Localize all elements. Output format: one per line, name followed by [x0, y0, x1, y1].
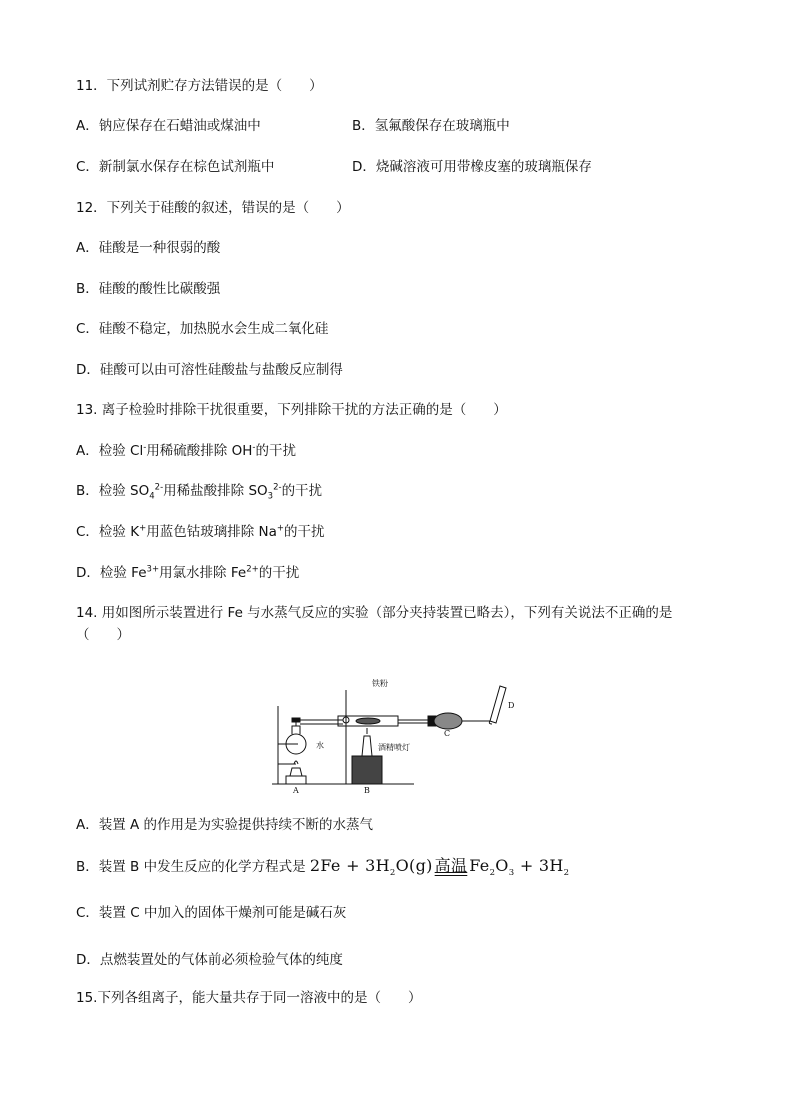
q15-stem: 15.下列各组离子，能大量共存于同一溶液中的是（ ） — [76, 990, 422, 1006]
label-iron-powder: 铁粉 — [372, 679, 388, 688]
q11-stem: 11．下列试剂贮存方法错误的是（ ） — [76, 78, 323, 94]
label-d: D — [508, 701, 515, 710]
reaction-equation: $2Fe + 3H_2O(g)$ 高温 $Fe_2O_3 + 3H_2$ — [309, 856, 570, 879]
label-b: B — [364, 786, 370, 795]
q11-option-b: B．氢氟酸保存在玻璃瓶中 — [352, 118, 510, 134]
label-alcohol-lamp: 酒精喷灯 — [378, 743, 410, 752]
apparatus-figure — [268, 676, 518, 796]
q13-option-a: A．检验 Cl-用稀硫酸排除 OH-的干扰 — [76, 442, 296, 459]
reaction-condition: 高温 — [434, 856, 468, 875]
q14-option-d: D．点燃装置处的气体前必须检验气体的纯度 — [76, 952, 343, 968]
q12-option-b: B．硅酸的酸性比碳酸强 — [76, 281, 221, 297]
q14-option-b-prefix: B．装置 B 中发生反应的化学方程式是 — [76, 859, 306, 875]
q12-option-c: C．硅酸不稳定，加热脱水会生成二氧化硅 — [76, 321, 329, 337]
q12-option-d: D．硅酸可以由可溶性硅酸盐与盐酸反应制得 — [76, 362, 343, 378]
q11-option-c: C．新制氯水保存在棕色试剂瓶中 — [76, 159, 275, 175]
q11-option-a: A．钠应保存在石蜡油或煤油中 — [76, 118, 261, 134]
q14-option-a: A．装置 A 的作用是为实验提供持续不断的水蒸气 — [76, 817, 374, 833]
apparatus-diagram — [268, 676, 518, 796]
q14-stem: 14. 用如图所示装置进行 Fe 与水蒸气反应的实验（部分夹持装置已略去），下列有关说法不正确的是（ ） — [76, 605, 673, 643]
label-a: A — [293, 786, 299, 795]
label-c: C — [444, 729, 451, 738]
q13-option-c: C．检验 K+用蓝色钴玻璃排除 Na+的干扰 — [76, 523, 325, 540]
q12-stem: 12．下列关于硅酸的叙述，错误的是（ ） — [76, 200, 350, 216]
q14-option-c: C．装置 C 中加入的固体干燥剂可能是碱石灰 — [76, 905, 347, 921]
q13-stem: 13. 离子检验时排除干扰很重要，下列排除干扰的方法正确的是（ ） — [76, 402, 507, 418]
q12-option-a: A．硅酸是一种很弱的酸 — [76, 240, 221, 256]
q13-option-d: D．检验 $Fe^{3+}$用氯水排除 $Fe^{2+}$的干扰 — [76, 564, 300, 581]
q14-option-b — [76, 856, 570, 879]
q11-option-d: D．烧碱溶液可用带橡皮塞的玻璃瓶保存 — [352, 159, 592, 175]
q13-option-b: B．检验 $SO_4^{2-}$用稀盐酸排除 $SO_3^{2-}$的干扰 — [76, 482, 323, 502]
label-water: 水 — [316, 741, 324, 750]
